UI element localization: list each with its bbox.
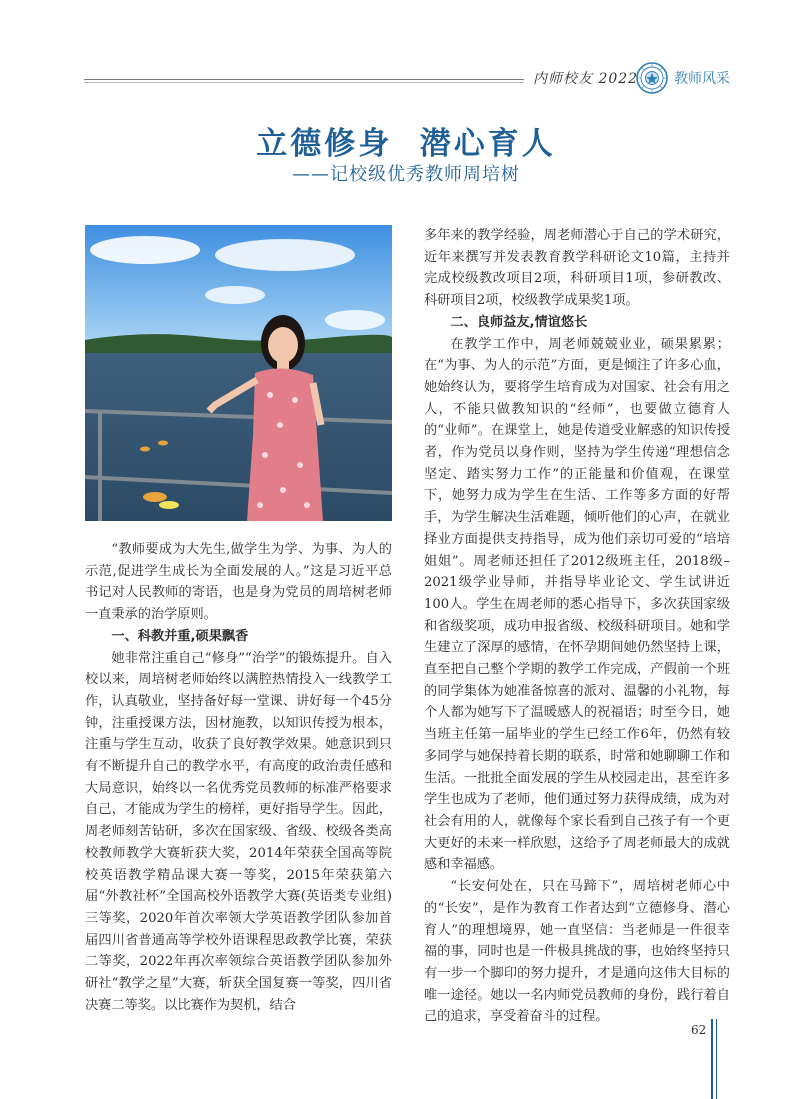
article-title: 立德修身 潜心育人 xyxy=(256,126,556,162)
section-heading-2: 二、良师益友,情谊悠长 xyxy=(450,314,588,330)
paragraph-1: 她非常注重自己“修身”“治学”的锻炼提升。自入校以来，周培树老师始终以满腔热情投入一线教学工作，认真敬业，坚持备好每一堂课、讲好每一个45分钟，注重授课方法，因材施教，以知识传授为根本，注重与学生互动，收获了良好教学效果。她意识到只有不断提升自己的教学水平，有高度的政治责任感和大局意识，始终以一名优秀党员教师的标准严格要求自己，才能成为学生的榜样，更好指导学生。因此，周老师刻苦钻研，多次在国家级、省级、校级各类高校教师教学大赛斩获大奖，2014年荣获全国高等院校英语教学精品课大赛一等奖，2015年荣获第六届“外教社杯”全国高校外语教学大赛(英语类专业组)三等奖，2020年首次率领大学英语教学团队参加首届四川省普通高等学校外语课程思政教学比赛，荣获二等奖，2022年再次率领综合英语教学团队参加外研社“教学之星”大赛，斩获全国复赛一等奖，四川省决赛二等奖。以比赛作为契机，结合 xyxy=(85,650,392,1013)
article-right-column xyxy=(424,225,730,1028)
article-left-column xyxy=(85,539,392,1016)
paragraph-2: 在教学工作中，周老师兢兢业业，硕果累累；在“为事、为人的示范”方面，更是倾注了许多心血，她始终认为，要将学生培育成为对国家、社会有用之人，不能只做教知识的“经师”，也要做立德育人的“业师”。在课堂上，她是传道受业解惑的知识传授者，作为党员以身作则，坚持为学生传递“理想信念坚定、踏实努力工作”的正能量和价值观，在课堂下，她努力成为学生在生活、工作等多方面的好帮手，为学生解决生活难题，倾听他们的心声，在就业择业方面提供支持指导，成为他们亲切可爱的“培培姐姐”。周老师还担任了2012级班主任，2018级–2021级学业导师，并指导毕业论文、学生试讲近100人。学生在周老师的悉心指导下，多次获国家级和省级奖项，成功申报省级、校级科研项目。她和学生建立了深厚的感情，在怀孕期间她仍然坚持上课，直至把自己整个学期的教学工作完成，产假前一个班的同学集体为她准备惊喜的派对、温馨的小礼物，每个人都为她写下了温暖感人的祝福语；时至今日，她当班主任第一届毕业的学生已经工作6年，仍然有较多同学与她保持着长期的联系，时常和她聊聊工作和生活。一批批全面发展的学生从校园走出，甚至许多学生也成为了老师，他们通过努力获得成绩，成为对社会有用的人，就像每个家长看到自己孩子有一个更大更好的未来一样欣慰，这给予了周老师最大的成就感和幸福感。 xyxy=(424,336,730,873)
paragraph-1-continued: 多年来的教学经验，周老师潜心于自己的学术研究，近年来撰写并发表教育教学科研论文10篇，主持并完成校级教改项目2项，科研项目1项，参研教改、科研项目2项，校级教学成果奖1项。 xyxy=(424,228,730,309)
school-emblem-icon xyxy=(636,62,668,94)
section-heading-1: 一、科教并重,硕果飘香 xyxy=(111,628,249,644)
header-rule xyxy=(84,79,524,80)
section-name: 教师风采 xyxy=(674,71,730,87)
intro-paragraph: “教师要成为大先生,做学生为学、为事、为人的示范,促进学生成长为全面发展的人。”这是习近平总书记对人民教师的寄语，也是身为党员的周培树老师一直秉承的治学原则。 xyxy=(85,542,392,623)
teacher-photo xyxy=(85,225,392,521)
footer-bar-thin xyxy=(716,1019,717,1099)
footer-bar xyxy=(711,1019,713,1099)
header-rule-secondary xyxy=(84,82,524,83)
publication-name: 内师校友 2022 xyxy=(533,71,639,87)
paragraph-3: “长安何处在，只在马蹄下”，周培树老师心中的“长安”，是作为教育工作者达到“立德修身、潜心育人”的理想境界，她一直坚信：当老师是一件很幸福的事，同时也是一件极具挑战的事，也始终坚持只有一步一个脚印的努力提升，才是通向这伟大目标的唯一途径。她以一名内师党员教师的身份，践行着自己的追求，享受着奋斗的过程。 xyxy=(424,879,730,1025)
page-number: 62 xyxy=(691,1023,707,1037)
article-subtitle: ——记校级优秀教师周培树 xyxy=(292,164,520,185)
